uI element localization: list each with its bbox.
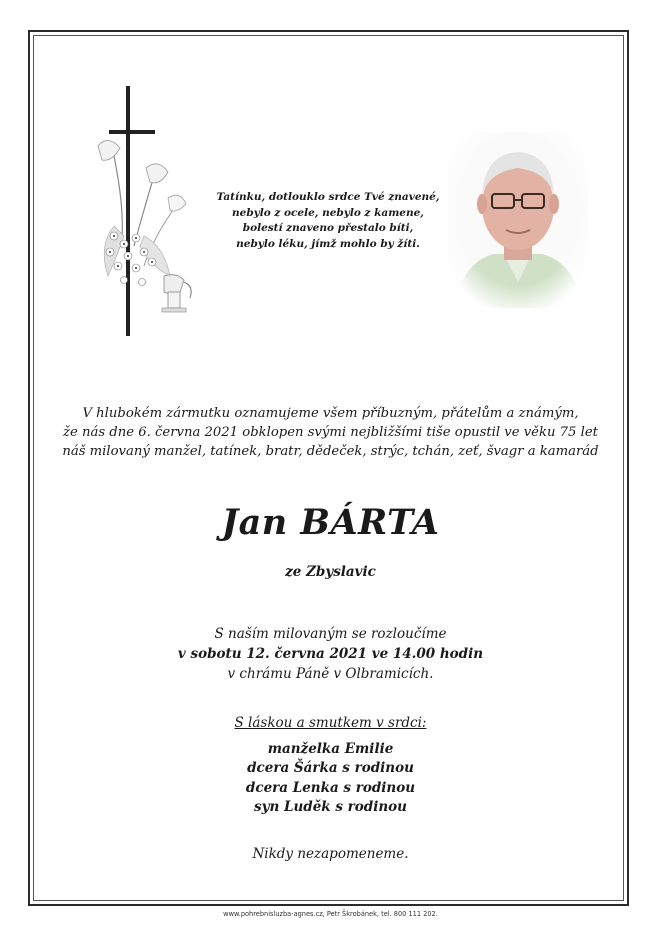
poem-line: Tatínku, dotlouklo srdce Tvé znavené,	[216, 191, 440, 203]
announcement-line: náš milovaný manžel, tatínek, bratr, dědeček, strýc, tchán, zeť, švagr a kamarád	[62, 444, 599, 459]
mourner-item: dcera Šárka s rodinou	[247, 760, 414, 776]
poem	[200, 190, 456, 252]
funeral-place: v chrámu Páně v Olbramicích.	[227, 666, 434, 682]
funeral-info	[60, 624, 601, 684]
poem-line: nebylo léku, jímž mohlo by žíti.	[236, 237, 420, 250]
cross-with-lilies-icon	[84, 86, 204, 338]
footer-contact: www.pohrebnisluzba-agnes.cz, Petr Škrobánek, tel. 800 111 202.	[223, 910, 438, 918]
deceased-origin: ze Zbyslavic	[285, 564, 376, 580]
poem-line: bolestí znaveno přestalo bíti,	[242, 222, 414, 234]
mourner-item: syn Luděk s rodinou	[254, 799, 407, 815]
funeral-date: v sobotu 12. června 2021 ve 14.00 hodin	[177, 646, 484, 662]
closing-line: Nikdy nezapomeneme.	[252, 846, 409, 862]
mourner-item: manželka Emilie	[267, 740, 394, 757]
funeral-intro: S naším milovaným se rozloučíme	[214, 626, 447, 642]
announcement-line: V hlubokém zármutku oznamujeme všem příbuzným, přátelům a známým,	[82, 406, 579, 421]
announcement-text	[60, 404, 601, 461]
mourners-heading: S láskou a smutkem v srdci:	[234, 715, 427, 731]
announcement-line: že nás dne 6. června 2021 obklopen svými nejbližšími tiše opustil ve věku 75 let	[63, 425, 598, 440]
mourners-section	[60, 714, 601, 818]
mourner-item: dcera Lenka s rodinou	[245, 779, 416, 796]
deceased-name: Jan BÁRTA	[221, 502, 440, 543]
poem-line: nebylo z ocele, nebylo z kamene,	[232, 206, 424, 219]
portrait-photo	[448, 132, 588, 308]
